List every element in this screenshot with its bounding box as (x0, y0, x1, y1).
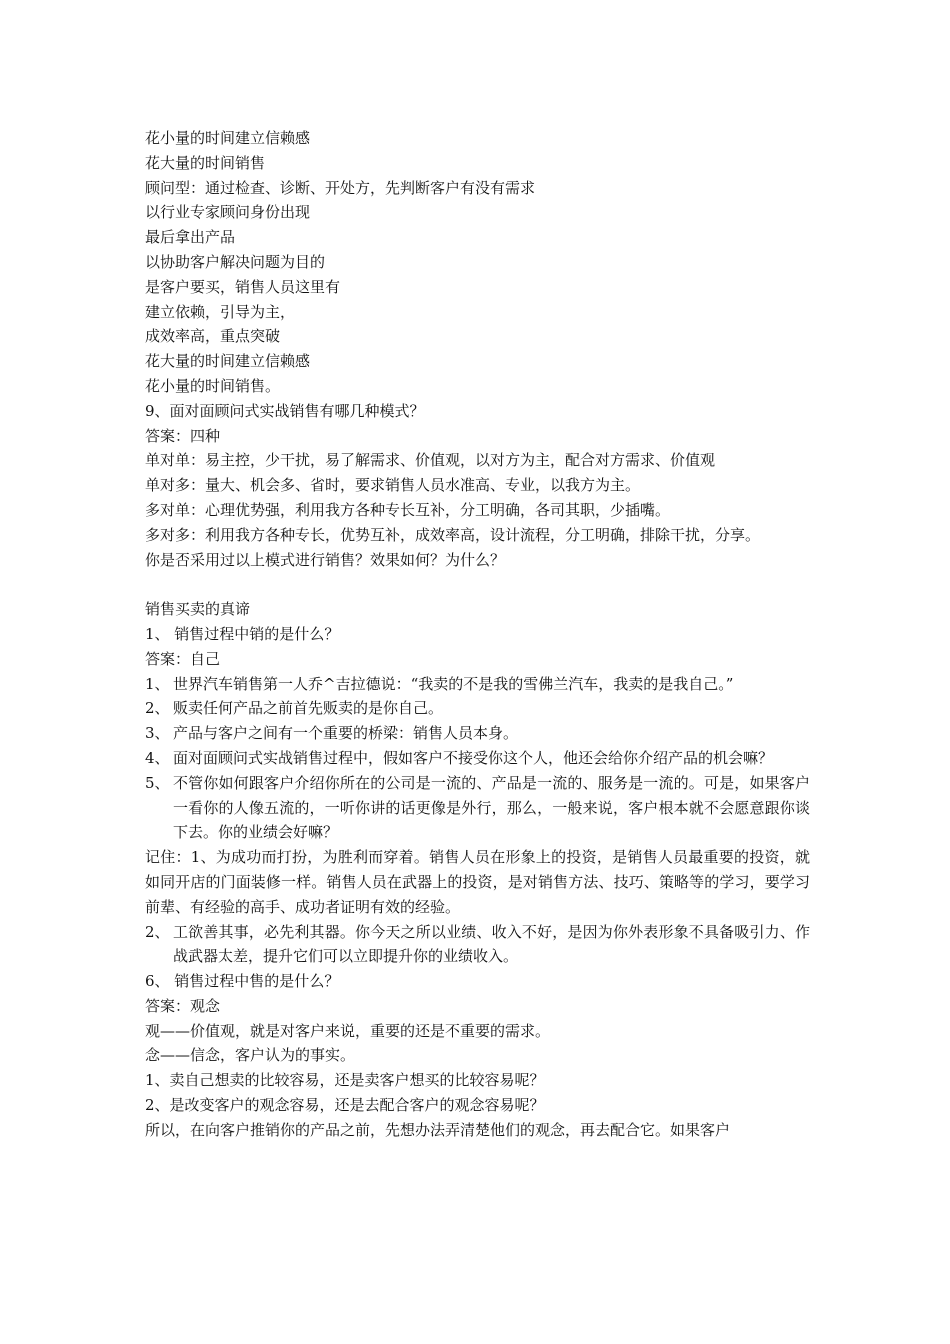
text-line: 花小量的时间销售。 (145, 376, 281, 395)
answer-line: 答案：四种 (145, 426, 221, 445)
mode-one-to-many: 单对多：量大、机会多、省时，要求销售人员水准高、专业，以我方为主。 (145, 476, 641, 495)
section-title: 销售买卖的真谛 (145, 600, 251, 619)
list-item-text: 不管你如何跟客户介绍你所在的公司是一流的、产品是一流的、服务是一流的。可是，如果客户一看你的人像五流的，一听你讲的话更像是外行，那么，一般来说，客户根本就不会愿意跟你谈下去。你的业绩会好嘛？ (173, 773, 810, 842)
list-item-text: 面对面顾问式实战销售过程中，假如客户不接受你这个人，他还会给你介绍产品的机会嘛？ (173, 748, 774, 767)
answer-line: 答案：观念 (145, 996, 221, 1015)
text-line: 成效率高，重点突破 (145, 327, 281, 346)
text-line: 建立依赖，引导为主， (145, 302, 296, 321)
question-heading: 9、面对面顾问式实战销售有哪几种模式？ (145, 401, 425, 420)
mode-many-to-one: 多对单：心理优势强，利用我方各种专长互补，分工明确，各司其职，少插嘴。 (145, 500, 671, 519)
text-line: 花大量的时间建立信赖感 (145, 352, 311, 371)
list-item (145, 721, 810, 746)
list-item-number: 1、 (145, 674, 170, 693)
text-line: 以行业专家顾问身份出现 (145, 203, 311, 222)
reflection-question: 你是否采用过以上模式进行销售？效果如何？为什么？ (145, 550, 506, 569)
mode-one-to-one: 单对单：易主控，少干扰，易了解需求、价值观，以对方为主，配合对方需求、价值观 (145, 451, 716, 470)
text-line: 花小量的时间建立信赖感 (145, 129, 311, 147)
definition-guan: 观——价值观，就是对客户来说，重要的还是不重要的需求。 (145, 1021, 551, 1040)
document-body (145, 126, 810, 1143)
text-line: 顾问型：通过检查、诊断、开处方，先判断客户有没有需求 (145, 178, 536, 197)
list-item-number: 4、 (145, 748, 170, 767)
text-line: 2、是改变客户的观念容易，还是去配合客户的观念容易呢？ (145, 1096, 545, 1115)
list-item-number: 2、 (145, 922, 170, 941)
text-line: 1、卖自己想卖的比较容易，还是卖客户想买的比较容易呢？ (145, 1071, 545, 1090)
text-line: 是客户要买，销售人员这里有 (145, 277, 341, 296)
blank-line (145, 572, 810, 597)
list-item-text: 工欲善其事，必先利其器。你今天之所以业绩、收入不好，是因为你外表形象不具备吸引力、作战武器太差，提升它们可以立即提升你的业绩收入。 (173, 922, 810, 966)
list-item-number: 3、 (145, 724, 170, 743)
remember-paragraph: 记住：1、为成功而打扮，为胜利而穿着。销售人员在形象上的投资，是销售人员最重要的投资，就如同开店的门面装修一样。销售人员在武器上的投资，是对销售方法、技巧、策略等的学习，要学习前辈、有经验的高手、成功者证明有效的经验。 (145, 848, 810, 916)
list-item (145, 771, 810, 845)
list-item (145, 696, 810, 721)
mode-many-to-many: 多对多：利用我方各种专长，优势互补，成效率高，设计流程，分工明确，排除干扰，分享。 (145, 525, 761, 544)
list-item (145, 672, 810, 697)
list-item-text: 产品与客户之间有一个重要的桥梁：销售人员本身。 (173, 724, 519, 743)
list-item-number: 5、 (145, 773, 170, 792)
list-item-number: 2、 (145, 699, 170, 718)
list-item-text: 贩卖任何产品之前首先贩卖的是你自己。 (173, 699, 444, 718)
text-line: 以协助客户解决问题为目的 (145, 252, 326, 271)
answer-line: 答案：自己 (145, 649, 221, 668)
list-item (145, 920, 810, 970)
list-item-text: 世界汽车销售第一人乔^吉拉德说：“我卖的不是我的雪佛兰汽车，我卖的是我自己。” (173, 674, 734, 693)
text-line: 所以，在向客户推销你的产品之前，先想办法弄清楚他们的观念，再去配合它。如果客户 (145, 1120, 731, 1139)
text-line: 最后拿出产品 (145, 228, 236, 247)
list-item (145, 746, 810, 771)
definition-nian: 念——信念，客户认为的事实。 (145, 1046, 356, 1065)
question-heading: 1、 销售过程中销的是什么？ (145, 624, 340, 643)
question-heading: 6、 销售过程中售的是什么？ (145, 972, 340, 991)
text-line: 花大量的时间销售 (145, 153, 266, 172)
